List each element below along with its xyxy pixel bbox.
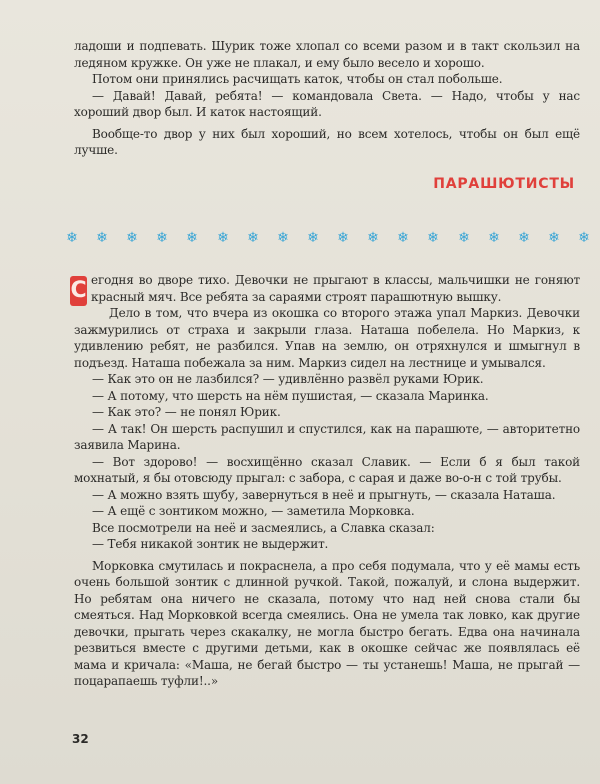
paragraph: — Как это? — не понял Юрик. (92, 405, 281, 419)
drop-cap: С (70, 276, 87, 306)
snowflake-icon: ❄ (307, 230, 319, 246)
page-number: 32 (72, 732, 89, 746)
snowflake-icon: ❄ (186, 230, 198, 246)
snowflake-icon: ❄ (518, 230, 530, 246)
paragraph: — А потому, что шерсть на нём пушистая, — сказала Маринка. (92, 388, 489, 403)
snowflake-icon: ❄ (277, 230, 289, 246)
snowflake-ornament (64, 230, 590, 248)
snowflake-icon: ❄ (548, 230, 560, 246)
paragraph: — А так! Он шерсть распушил и спустился, как на парашюте, — авторитетно заявила Марина. (74, 421, 580, 452)
snowflake-icon: ❄ (578, 230, 590, 246)
snowflake-icon: ❄ (427, 230, 439, 246)
paragraph: — А ещё с зонтиком можно, — заметила Морковка. (92, 504, 415, 518)
snowflake-icon: ❄ (397, 230, 409, 246)
paragraph: Дело в том, что вчера из окошка со второго этажа упал Маркиз. Девочки зажмурились от страха и закрыли глаза. Наташа побелела. Но Маркиз, к удивлению ребят, не разбился. Упав на землю, он отряхнулся и шмыгнул в подъезд. Наташа побежала за ним. Маркиз сидел на лестнице и умывался. (74, 306, 580, 370)
snowflake-icon: ❄ (337, 230, 349, 246)
snowflake-icon: ❄ (247, 230, 259, 246)
snowflake-icon: ❄ (66, 230, 78, 246)
paragraph: Морковка смутилась и покраснела, а про себя подумала, что у её мамы есть очень большой зонтик с длинной ручкой. Такой, пожалуй, и слона выдержит. Но ребятам она ничего не сказала, потому что над ней снова стали бы смеяться. Над Морковкой всегда смеялись. Она не умела так ловко, как другие девочки, прыгать через скакалку, не могла быстро бегать. Едва она начинала резвиться вместе с другими детьми, как в окошке сейчас же появлялась её мама и кричала: «Маша, не бегай быстро — ты устанешь! Маша, не прыгай — поцарапаешь туфли!..» (74, 558, 580, 688)
snowflake-icon: ❄ (488, 230, 500, 246)
paragraph: — Давай! Давай, ребята! — командовала Света. — Надо, чтобы у нас хороший двор был. И каток настоящий. (74, 88, 580, 119)
snowflake-icon: ❄ (458, 230, 470, 246)
paragraph: Все посмотрели на неё и засмеялись, а Славка сказал: (92, 520, 435, 535)
snowflake-icon: ❄ (156, 230, 168, 246)
paragraph: — Как это он не лазбился? — удивлённо развёл руками Юрик. (92, 372, 484, 386)
paragraph: Потом они принялись расчищать каток, чтобы он стал побольше. (92, 72, 503, 86)
snowflake-icon: ❄ (96, 230, 108, 246)
snowflake-icon: ❄ (126, 230, 138, 246)
snowflake-icon: ❄ (367, 230, 379, 246)
chapter-title: ПАРАШЮТИСТЫ (433, 176, 575, 192)
chapter-text (70, 272, 580, 690)
paragraph: егодня во дворе тихо. Девочки не прыгают в классы, мальчишки не гоняют красный мяч. Все ребята за сараями строят парашютную вышку. (91, 273, 580, 304)
paragraph: — Вот здорово! — восхищённо сказал Славик. — Если б я был такой мохнатый, я бы отовсюду прыгал: с забора, с сарая и даже во-о-н с той трубы. (74, 454, 580, 485)
paragraph: — Тебя никакой зонтик не выдержит. (92, 537, 329, 551)
paragraph: — А можно взять шубу, завернуться в неё и прыгнуть, — сказала Наташа. (92, 487, 556, 502)
paragraph: Вообще-то двор у них был хороший, но всем хотелось, чтобы он был ещё лучше. (74, 126, 580, 157)
snowflake-icon: ❄ (217, 230, 229, 246)
previous-story-ending (74, 38, 580, 159)
paragraph: ладоши и подпевать. Шурик тоже хлопал со всеми разом и в такт скользил на ледяном кружке. Он уже не плакал, и ему было весело и хорошо. (74, 39, 580, 70)
